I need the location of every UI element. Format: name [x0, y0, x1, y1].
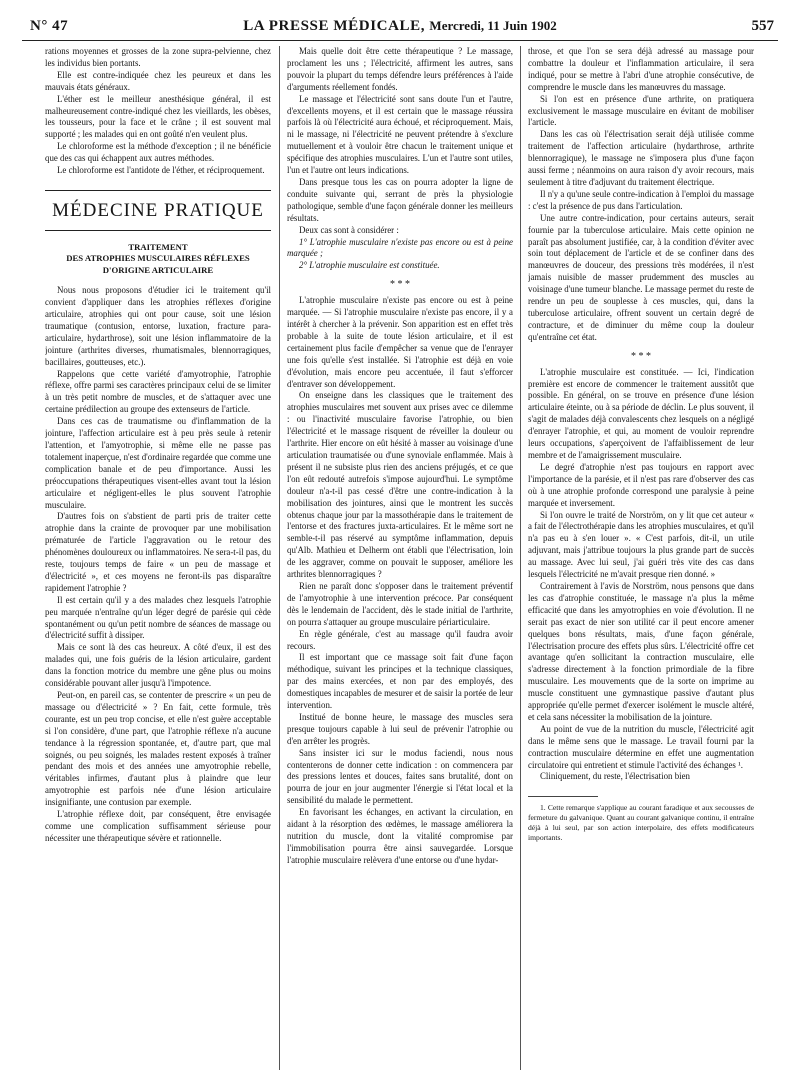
article-title-line: DES ATROPHIES MUSCULAIRES RÉFLEXES: [66, 253, 250, 264]
paragraph: Une autre contre-indication, pour certains auteurs, serait fournie par la tuberculose articulaire. Mais cette opinion ne paraît pas absolument justifiée, car, à la condition d'éviter avec soin tout déplacement de l'article et de se confiner dans des manœuvres de douceur, des pressions très modérées, il n'est jamais nuisible de masser prudemment des muscles au voisinage d'une tumeur blanche. Le massage permet du reste de rendre un peu de souplesse à ces muscles, qui, dans la tuberculose articulaire, offrent souvent un certain degré de contracture, et de diminuer du même coup la douleur qu'entraîne cet état.: [528, 212, 754, 342]
paragraph: L'éther est le meilleur anesthésique général, il est malheureusement contre-indiqué chez les vieillards, les obèses, les tousseurs, pour la face et le crâne ; il est souvent mal supporté ; les malades qui en ont goûté n'en veulent plus.: [45, 93, 271, 140]
issue-date: Mercredi, 11 Juin 1902: [429, 18, 557, 33]
section-stars: * * *: [631, 350, 651, 362]
paragraph: Peut-on, en pareil cas, se contenter de prescrire « un peu de massage ou d'électricité » ? En fait, cette formule, très courante, est un peu trop concise, et elle n'est guère acceptable si l'on considère, d'une part, que l'atrophie réflexe n'a aucune tendance à la régression spontanée, et, d'autre part, que mal soignés, ou peu soignés, les malades restent exposés à traîner pendant des mois et des années une amyotrophie rebelle, véritables infirmes, d'autant plus à plaindre que leur amyotrophie est parfois née d'une lésion articulaire insignifiante, une contusion par exemple.: [45, 690, 271, 808]
footnote: 1. Cette remarque s'applique au courant faradique et aux secousses de fermeture du galvanique. Quant au courant galvanique continu, il entraîne déjà à lui seul, par son action interpolaire, des effets modificateurs importants.: [528, 803, 754, 842]
page-number: 557: [751, 18, 774, 34]
paragraph: rations moyennes et grosses de la zone supra-pelvienne, chez les individus bien portants.: [45, 46, 271, 68]
masthead: [22, 18, 778, 35]
journal-title: LA PRESSE MÉDICALE,: [243, 18, 426, 34]
article-title: [45, 242, 271, 276]
paragraph: Elle est contre-indiquée chez les peureux et dans les mauvais états généraux.: [45, 69, 271, 92]
paragraph: L'atrophie musculaire est constituée. — Ici, l'indication première est encore de commencer le traitement aussitôt que possible. En général, on se trouve en présence d'une lésion articulaire éteinte, ou à sa période de déclin. Le plus souvent, il s'agit de malades déjà convalescents chez lesquels on a négligé d'enrayer l'atrophie, et qui, au moment de vouloir reprendre leurs occupations, s'aperçoivent de l'affaiblissement de leur membre et de l'amaigrissement musculaire.: [528, 366, 754, 460]
numbered-item: 1° L'atrophie musculaire n'existe pas encore ou est à peine marquée ;: [287, 236, 513, 259]
paragraph: Il n'y a qu'une seule contre-indication à l'emploi du massage : c'est la présence de pus dans l'articulation.: [528, 188, 754, 211]
paragraph: Cliniquement, du reste, l'électrisation bien: [540, 771, 690, 782]
column-divider: [279, 46, 280, 1070]
section-title: MÉDECINE PRATIQUE: [45, 200, 271, 231]
paragraph: Rien ne paraît donc s'opposer dans le traitement préventif de l'amyotrophie à une intervention précoce. Par conséquent dès le lendemain de l'accident, dès le stade initial de l'arthrite, on pourra s'attaquer au groupe musculaire périarticulaire.: [287, 580, 513, 627]
article-title-line: TRAITEMENT: [128, 241, 188, 252]
paragraph: Dans les cas où l'électrisation serait déjà utilisée comme traitement de l'affection articulaire (hydarthrose, arthrite blennorragique), le massage ne s'imposera plus d'une façon aussi ferme ; néanmoins on aura raison d'y avoir recours, mais seulement à titre d'adjuvant du traitement électrique.: [528, 129, 754, 187]
paragraph: Sans insister ici sur le modus faciendi, nous nous contenterons de donner cette indication : on commencera par des pressions lentes et douces, faites sans brutalité, dont on pourra de jour en jour augmenter l'énergie si l'état local et la sensibilité du malade le permettent.: [287, 747, 513, 806]
column-1: [45, 46, 271, 1070]
paragraph: D'autres fois on s'abstient de parti pris de traiter cette atrophie dans la crainte de provoquer par une mobilisation prématurée de l'article l'aggravation ou le retour des phénomènes douloureux ou inflammatoires. Ne sera-t-il pas, du reste, toujours temps de faire « un peu de massage et d'électricité », et ces moyens ne feront-ils pas disparaître rapidement l'atrophie ?: [45, 511, 271, 593]
section-rule: [45, 190, 271, 191]
paragraph: Institué de bonne heure, le massage des muscles sera presque toujours capable à lui seul de prévenir l'atrophie ou d'en arrêter les progrès.: [287, 711, 513, 746]
paragraph: Mais ce sont là des cas heureux. A côté d'eux, il est des malades qui, une fois guéris de la lésion articulaire, gardent dans la fonction motrice du membre une gêne plus ou moins considérable pouvant aller jusqu'à l'impotence.: [45, 642, 271, 689]
paragraph: Le massage et l'électricité sont sans doute l'un et l'autre, d'excellents moyens, et il est certain que le massage réussira parfois là où l'électricité aura échoué, et réciproquement. Mais, ni le massage, ni l'électricité ne peuvent prétendre à s'exclure mutuellement et à vouloir être chacun le traitement unique et spécifique des atrophies musculaires. L'un et l'autre sont utiles, l'un et l'autre ont leurs indications.: [287, 93, 513, 176]
paragraph: En favorisant les échanges, en activant la circulation, en aidant à la résorption des œdèmes, le massage améliorera la nutrition du muscle, dont la vitalité compromise par l'immobilisation pourra être ainsi sauvegardée. Lorsque l'atrophie musculaire relèvera d'une entorse ou d'une hydar-: [287, 807, 513, 865]
paragraph: Dans presque tous les cas on pourra adopter la ligne de conduite suivante qui, serrant de près la physiologie pathologique, semble d'une façon générale donner les meilleurs résultats.: [287, 176, 513, 223]
paragraph: Au point de vue de la nutrition du muscle, l'électricité agit dans le même sens que le massage. Le travail fourni par la contraction musculaire détermine en effet une augmentation circulatoire qui entretient et stimule l'activité des échanges ¹.: [528, 723, 754, 770]
paragraph: Nous nous proposons d'étudier ici le traitement qu'il convient d'appliquer dans les atrophies réflexes d'origine articulaire, atrophies qui ont pour cause, soit une lésion traumatique (contusion, entorse, luxation, fracture para-articulaire, hydarthrose), soit une lésion inflammatoire de la jointure (arthrites diverses, rhumatismales, blennorragiques, bacillaires, goutteuses, etc.).: [45, 285, 271, 367]
paragraph: En règle générale, c'est au massage qu'il faudra avoir recours.: [287, 628, 513, 651]
column-2: [287, 46, 513, 1070]
paragraph: Deux cas sont à considérer :: [299, 224, 399, 235]
paragraph: Contrairement à l'avis de Norström, nous pensons que dans les cas d'atrophie constituée, le massage n'a plus la même efficacité que dans les amyotrophies en voie d'évolution. Il ne serait pas exact de nier son utilité car il peut encore amener quelques bons résultats, mais, d'une façon générale, l'électrisation procure des effets plus sûrs. L'électricité offre cet avantage qu'en sollicitant la contraction musculaire, elle s'adresse directement à la fonction primordiale de la fibre musculaire. Les mouvements que de la sorte on imprime au muscle constituent une gymnastique passive d'autant plus appropriée qu'elle permet d'exercer isolément le muscle altéré, et cela sans nécessiter la mobilisation de la jointure.: [528, 580, 754, 722]
paragraph: Il est certain qu'il y a des malades chez lesquels l'atrophie peu marquée n'entraîne qu'un léger degré de parésie qui cède spontanément ou qu'un petit nombre de séances de massage ou d'électricité suffit à dissiper.: [45, 594, 271, 641]
numbered-item: 2° L'atrophie musculaire est constituée.: [299, 260, 440, 271]
paragraph: Si l'on est en présence d'une arthrite, on pratiquera exclusivement le massage musculaire en évitant de mobiliser l'article.: [528, 93, 754, 128]
paragraph: Le chloroforme est la méthode d'exception ; il ne bénéficie que des cas qui échappent aux autres méthodes.: [45, 141, 271, 164]
paragraph: Il est important que ce massage soit fait d'une façon méthodique, suivant les principes et la technique classiques, par des mains exercées, et non par des employés, des domestiques incapables de mesurer et de saisir la portée de leur intervention.: [287, 652, 513, 711]
article-title-line: D'ORIGINE ARTICULAIRE: [102, 264, 214, 275]
footnote-rule: [528, 796, 598, 797]
paragraph: Mais quelle doit être cette thérapeutique ? Le massage, proclament les uns ; l'électricité, affirment les autres, sans pouvoir la plupart du temps défendre leurs préférences à l'aide d'arguments réellement fondés.: [287, 46, 513, 92]
issue-number: N° 47: [30, 18, 69, 34]
paragraph: L'atrophie musculaire n'existe pas encore ou est à peine marquée. — Si l'atrophie musculaire n'existe pas encore, il y a intérêt à chercher à la prévenir. Son apparition est en effet très probable à la suite de toute lésion articulaire, et il est certainement plus facile d'empêcher sa venue que de l'enrayer une fois qu'elle s'est installée. Si l'atrophie est déjà en voie d'évolution, mais encore peu accentuée, il faut s'efforcer d'entraver son développement.: [287, 295, 513, 389]
column-divider: [520, 46, 521, 1070]
paragraph: On enseigne dans les classiques que le traitement des atrophies musculaires met souvent aux prises avec ce dilemme : ou l'inactivité musculaire favorise l'atrophie, ou bien l'électricité et le massage risquent de réveiller la douleur ou l'arthrite. Hier encore on eût hésité à masser au voisinage d'une articulation traumatisée ou d'une synoviale enflammée. Mais à présent il ne subsiste plus rien des anciens préjugés, et ce que l'on eût redouté autrefois s'impose aujourd'hui. Le symptôme douleur n'a-t-il pas cessé d'être une contre-indication à la mobilisation des jointures, ainsi que le montrent les succès obtenus chaque jour par la massothérapie dans le traitement de l'entorse et des fractures juxta-articulaires. Et le même sort ne semble-t-il pas réservé au symptôme inflammation, depuis qu'Alb. Mathieu et Delherm ont établi que l'électrisation, loin de les aggraver, comme on pouvait le supposer, améliore les arthrites blennorragiques ?: [287, 390, 513, 580]
section-stars: * * *: [390, 279, 410, 291]
paragraph: Rappelons que cette variété d'amyotrophie, l'atrophie réflexe, offre parmi ses caractères principaux celui de se limiter à un très petit nombre de muscles, et de s'attaquer avec une certaine prédilection au groupe des extenseurs de l'article.: [45, 368, 271, 415]
header-rule: [22, 40, 778, 41]
paragraph: Le degré d'atrophie n'est pas toujours en rapport avec l'importance de la parésie, et il n'est pas rare d'observer des cas où à une atrophie profonde correspond une paralysie à peine marquée et inversement.: [528, 461, 754, 508]
column-3: [528, 46, 754, 1070]
paragraph: throse, et que l'on se sera déjà adressé au massage pour combattre la douleur et l'inflammation articulaire, il sera indiqué, pour se mettre à l'abri d'une atrophie consécutive, de comprendre le muscle dans les manœuvres du massage.: [528, 46, 754, 92]
paragraph: Si l'on ouvre le traité de Norström, on y lit que cet auteur « a fait de l'électrothérapie dans les atrophies musculaires, et qu'il n'a pas eu à s'en louer ». « C'est parfois, dit-il, un utile adjuvant, mais j'attribue toujours la plus grande part de succès au massage. Avec lui seul, j'ai guéri très vite des cas dans lesquels l'électricité ne m'avait presque rien donné. »: [528, 509, 754, 580]
paragraph: L'atrophie réflexe doit, par conséquent, être envisagée comme une complication suffisamment sérieuse pour nécessiter une thérapeutique sévère et rationnelle.: [45, 809, 271, 843]
paragraph: Le chloroforme est l'antidote de l'éther, et réciproquement.: [57, 165, 265, 176]
page-header: [22, 18, 778, 38]
paragraph: Dans ces cas de traumatisme ou d'inflammation de la jointure, l'affection articulaire est à peu près seule à retenir l'attention, et l'amyotrophie, si même elle ne passe pas totalement inaperçue, n'est d'ordinaire regardée que comme une complication banale et de peu d'importance. Aussi les préoccupations thérapeutiques visent-elles avant tout la lésion articulaire et négligent-elles le plus souvent l'atrophie musculaire.: [45, 416, 271, 510]
